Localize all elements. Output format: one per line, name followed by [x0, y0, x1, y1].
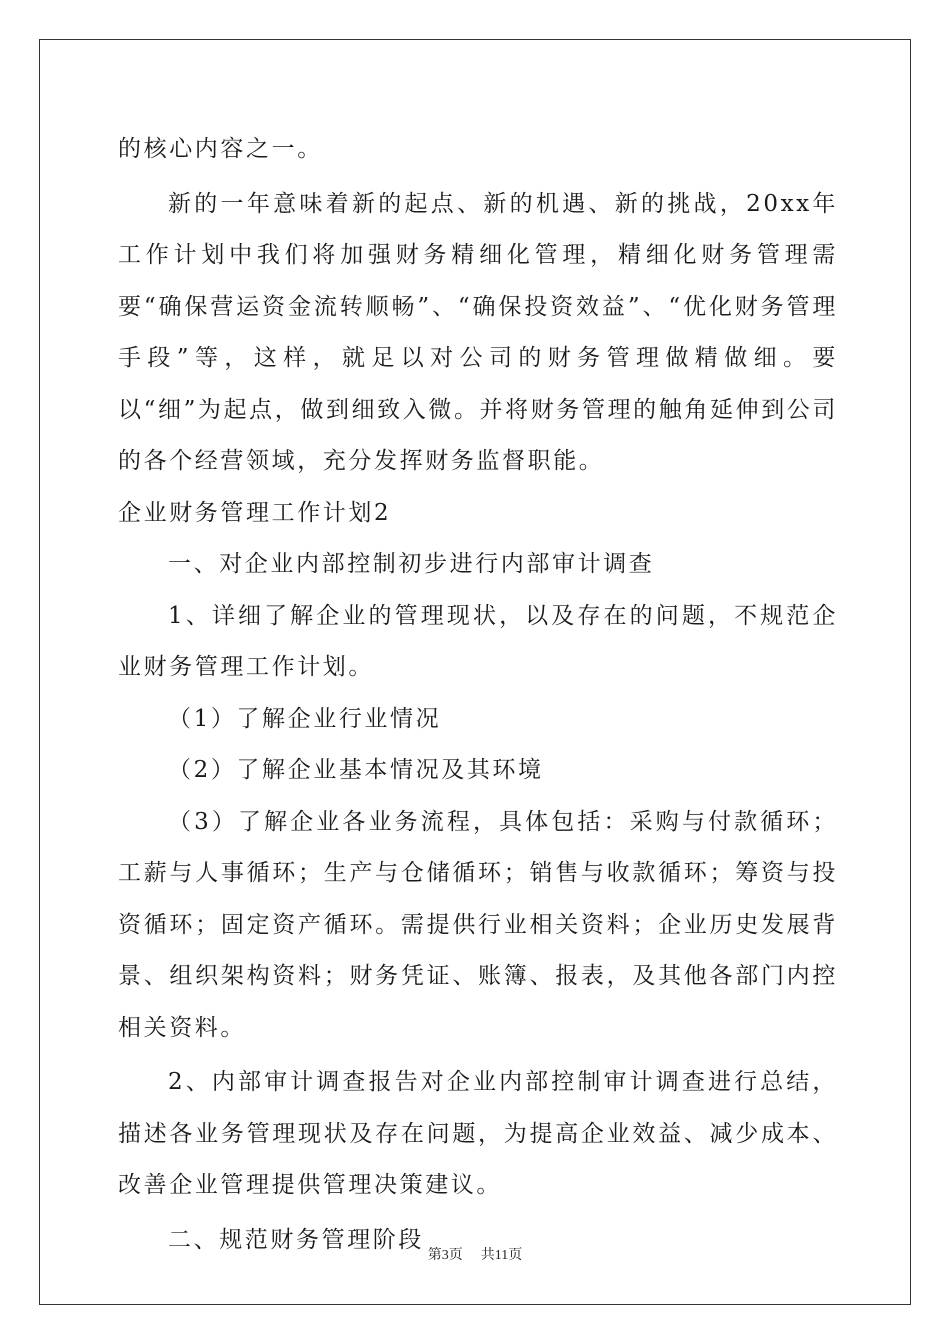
- paragraph-item-1: 1、详细了解企业的管理现状，以及存在的问题，不规范企业财务管理工作计划。: [118, 602, 838, 680]
- page-number: 第3页: [427, 1248, 463, 1263]
- page-total: 共11页: [480, 1248, 523, 1263]
- list-item-business-process: （3）了解企业各业务流程，具体包括：采购与付款循环；工薪与人事循环；生产与仓储循环；销售与收款循环；筹资与投资循环；固定资产循环。需提供行业相关资料；企业历史发展背景、组织架构资料；财务凭证、账簿、报表，及其他各部门内控相关资料。: [118, 808, 838, 1041]
- paragraph-new-year-plan: 新的一年意味着新的起点、新的机遇、新的挑战，20xx年工作计划中我们将加强财务精细化管理，精细化财务管理需要“确保营运资金流转顺畅”、“确保投资效益”、“优化财务管理手段”等，这样，就足以对公司的财务管理做精做细。要以“细”为起点，做到细致入微。并将财务管理的触角延伸到公司的各个经营领域，充分发挥财务监督职能。: [118, 190, 838, 474]
- paragraph-continuation: 的核心内容之一。: [118, 136, 323, 162]
- section-title: 企业财务管理工作计划2: [118, 499, 392, 526]
- document-body: [118, 124, 838, 1266]
- list-item-industry: （1）了解企业行业情况: [168, 705, 442, 732]
- paragraph-item-2: 2、内部审计调查报告对企业内部控制审计调查进行总结，描述各业务管理现状及存在问题，为提高企业效益、减少成本、改善企业管理提供管理决策建议。: [118, 1069, 838, 1198]
- list-item-basic-info: （2）了解企业基本情况及其环境: [168, 757, 544, 783]
- heading-part-two: 二、规范财务管理阶段: [168, 1226, 424, 1253]
- page-footer: [0, 1244, 950, 1264]
- heading-part-one: 一、对企业内部控制初步进行内部审计调查: [168, 551, 655, 577]
